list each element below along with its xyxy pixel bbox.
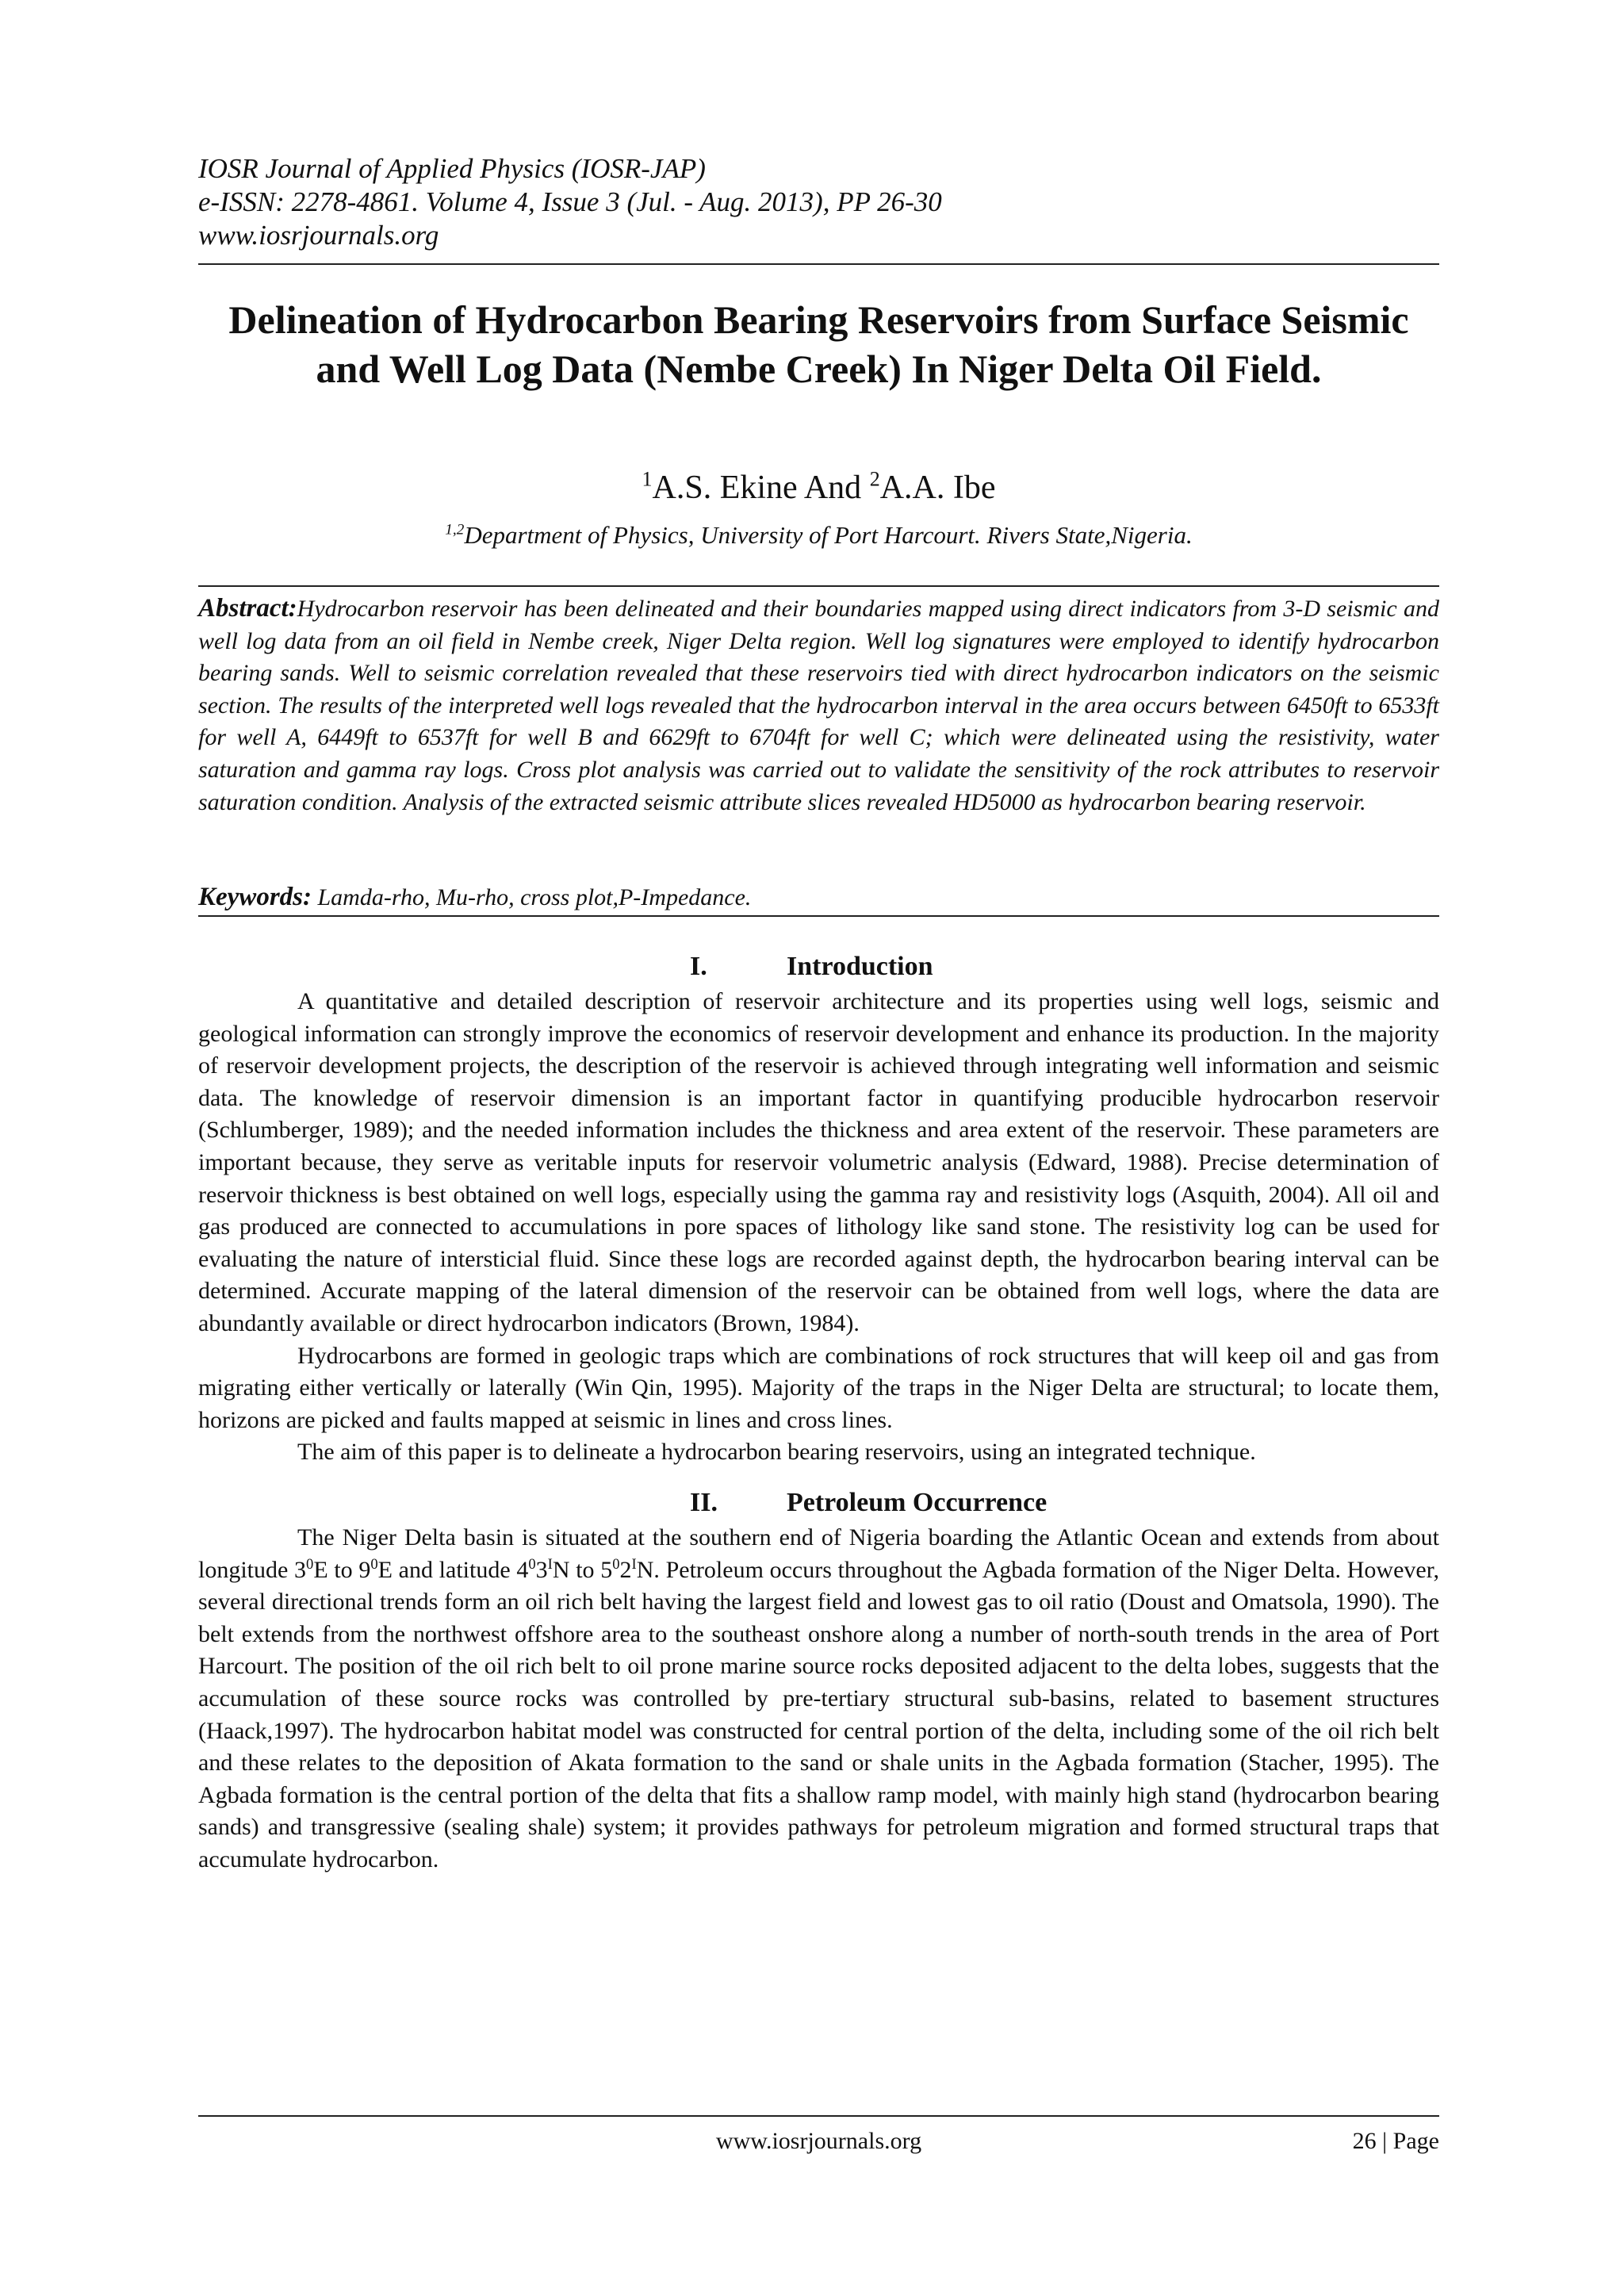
journal-website: www.iosrjournals.org	[198, 220, 439, 251]
introduction-body	[198, 986, 1439, 1469]
paragraph: The Niger Delta basin is situated at the southern end of Nigeria boarding the Atlantic Ocean and extends from about longitude $3^0E$ to $9^0E$ and latitude $4^03^IN$ to $5^02^IN$. Petroleum occurs throughout the Agbada formation of the Niger Delta. However, several directional trends form an oil rich belt having the largest field and lowest gas to oil ratio (Doust and Omatsola, 1990). The belt extends from the northwest offshore area to the southeast onshore along a number of north-south trends in the area of Port Harcourt. The position of the oil rich belt to oil prone marine source rocks deposited adjacent to the delta lobes, suggests that the accumulation of these source rocks was controlled by pre-tertiary structural sub-basins, related to basement structures (Haack,1997). The hydrocarbon habitat model was constructed for central portion of the delta, including some of the oil rich belt and these relates to the deposition of Akata formation to the sand or shale units in the Agbada formation (Stacher, 1995). The Agbada formation is the central portion of the delta that fits a shallow ramp model, with mainly high stand (hydrocarbon bearing sands) and transgressive (sealing shale) system; it provides pathways for petroleum migration and formed structural traps that accumulate hydrocarbon.	[198, 1524, 1440, 1872]
abstract-top-rule	[198, 585, 1439, 587]
petroleum-body	[198, 1522, 1439, 1876]
footer-page-number: 26 | Page	[1352, 2128, 1439, 2154]
abstract-bottom-rule	[198, 915, 1439, 917]
affiliation-sup: 1,2	[445, 521, 465, 539]
author1: A.S. Ekine And	[652, 470, 870, 506]
author2-sup: 2	[869, 467, 880, 491]
paper-title: Delineation of Hydrocarbon Bearing Reservoirs from Surface Seismic and Well Log Data (Nembe Creek) In Niger Delta Oil Field.	[228, 297, 1409, 391]
paragraph: The aim of this paper is to delineate a hydrocarbon bearing reservoirs, using an integrated technique.	[297, 1439, 1256, 1466]
paper-page	[198, 0, 1439, 2296]
section-title: Petroleum Occurrence	[787, 1488, 1048, 1517]
authors	[198, 468, 1439, 508]
journal-issn: e-ISSN: 2278-4861. Volume 4, Issue 3 (Jul. - Aug. 2013), PP 26-30	[198, 186, 942, 217]
journal-name: IOSR Journal of Applied Physics (IOSR-JAP)	[198, 153, 706, 184]
section-title: Introduction	[787, 952, 933, 981]
section-number: II.	[690, 1488, 718, 1517]
abstract-label: Abstract:	[198, 594, 297, 623]
header-rule	[198, 263, 1439, 265]
keywords-label: Keywords:	[198, 883, 312, 911]
affiliation-text: Department of Physics, University of Port Harcourt. Rivers State,Nigeria.	[464, 521, 1193, 549]
author1-sup: 1	[642, 467, 653, 491]
abstract-text: Hydrocarbon reservoir has been delineated and their boundaries mapped using direct indicators from 3-D seismic and well log data from an oil field in Nembe creek, Niger Delta region. Well log signatures were employed to identify hydrocarbon bearing sands. Well to seismic correlation revealed that these reservoirs tied with direct hydrocarbon indicators on the seismic section. The results of the interpreted well logs revealed that the hydrocarbon interval in the area occurs between 6450ft to 6533ft for well A, 6449ft to 6537ft for well B and 6629ft to 6704ft for well C; which were delineated using the resistivity, water saturation and gamma ray logs. Cross plot analysis was carried out to validate the sensitivity of the rock attributes to reservoir saturation condition. Analysis of the extracted seismic attribute slices revealed HD5000 as hydrocarbon bearing reservoir.	[198, 596, 1439, 815]
keywords	[198, 881, 1439, 914]
keywords-text: Lamda-rho, Mu-rho, cross plot,P-Impedance.	[312, 884, 752, 910]
paragraph: A quantitative and detailed description of reservoir architecture and its properties using well logs, seismic and geological information can strongly improve the economics of reservoir development and enhance its production. In the majority of reservoir development projects, the description of the reservoir is achieved through integrating well information and seismic data. The knowledge of reservoir dimension is an important factor in quantifying producible hydrocarbon reservoir (Schlumberger, 1989); and the needed information includes the thickness and area extent of the reservoir. These parameters are important because, they serve as veritable inputs for reservoir volumetric analysis (Edward, 1988). Precise determination of reservoir thickness is best obtained on well logs, especially using the gamma ray and resistivity logs (Asquith, 2004). All oil and gas produced are connected to accumulations in pore spaces of lithology like sand stone. The resistivity log can be used for evaluating the nature of intersticial fluid. Since these logs are recorded against depth, the hydrocarbon bearing interval can be determined. Accurate mapping of the lateral dimension of the reservoir can be obtained from well logs, where the data are abundantly available or direct hydrocarbon indicators (Brown, 1984).	[198, 988, 1439, 1336]
abstract	[198, 592, 1439, 818]
footer-rule	[198, 2115, 1439, 2117]
section-number: I.	[690, 952, 707, 981]
paragraph: Hydrocarbons are formed in geologic traps which are combinations of rock structures that will keep oil and gas from migrating either vertically or laterally (Win Qin, 1995). Majority of the traps in the Niger Delta are structural; to locate them, horizons are picked and faults mapped at seismic in lines and cross lines.	[198, 1342, 1439, 1433]
footer-url: www.iosrjournals.org	[715, 2128, 922, 2154]
author2: A.A. Ibe	[879, 470, 996, 506]
affiliation	[198, 520, 1439, 550]
journal-header	[198, 152, 1439, 252]
